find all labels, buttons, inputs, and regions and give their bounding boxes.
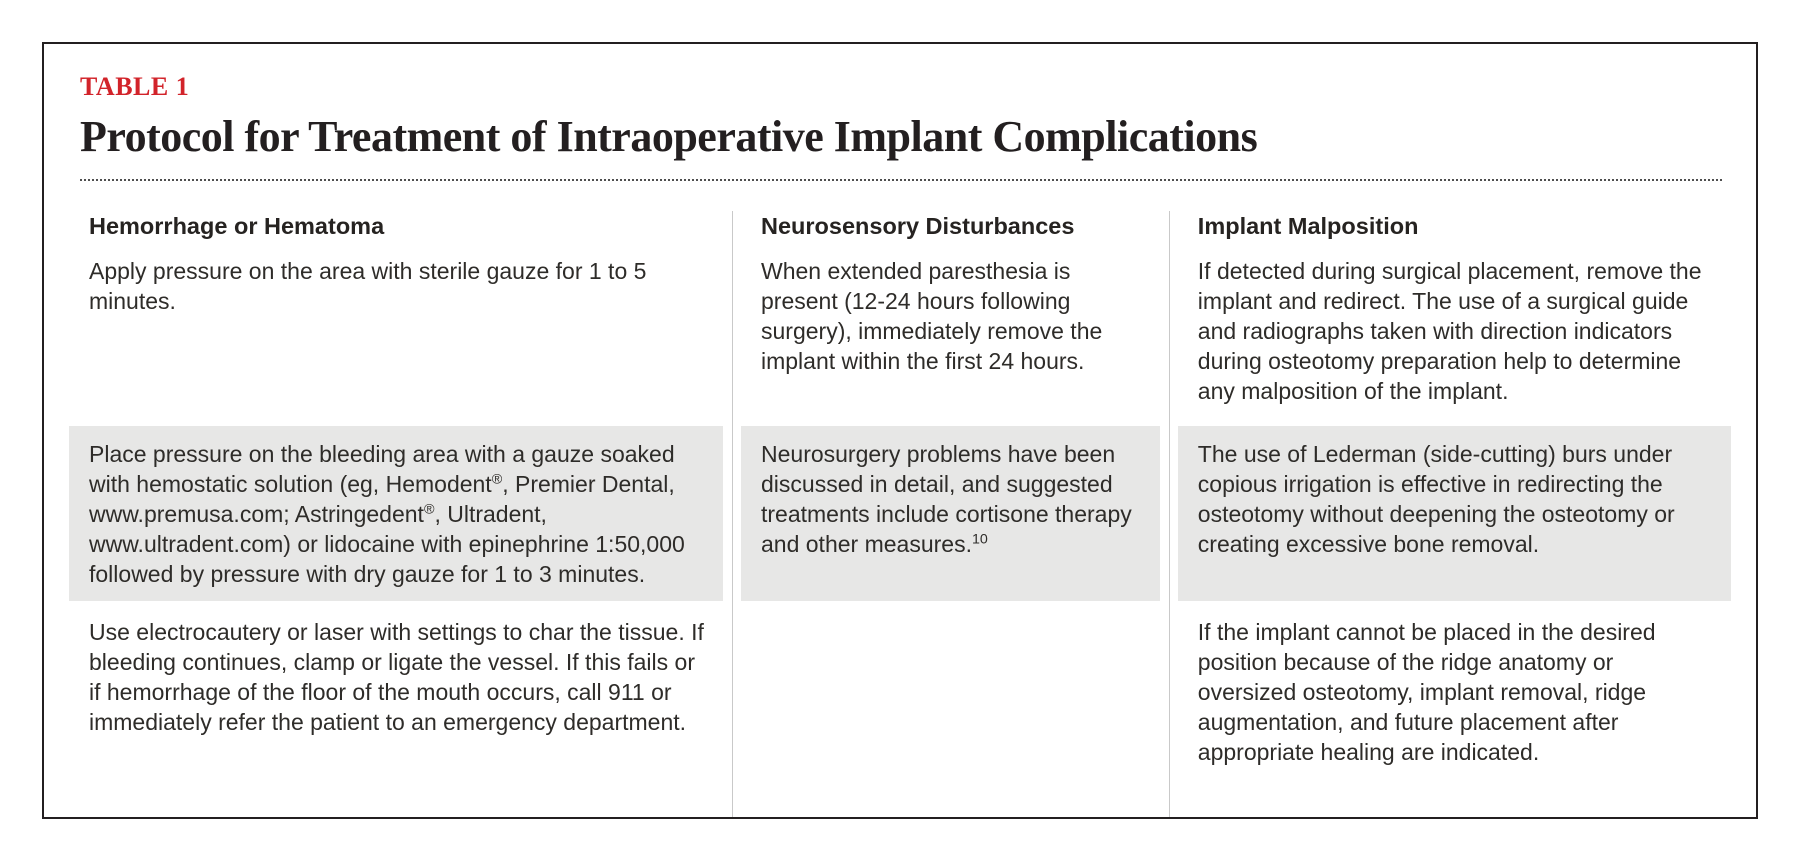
column-header-label: Implant Malposition: [1197, 212, 1419, 239]
table-title: Protocol for Treatment of Intraoperative Implant Complications: [80, 112, 1258, 161]
table-label: TABLE 1: [80, 72, 190, 101]
protocol-table: [60, 211, 1740, 817]
table-cell-hemorrhage-row3: [60, 601, 732, 781]
table-cell-hemorrhage-row2: [60, 426, 732, 601]
column-divider: [1169, 211, 1170, 817]
cell-text: [741, 601, 1160, 781]
column-header-label: Neurosensory Disturbances: [761, 212, 1075, 239]
cell-text: If detected during surgical placement, remove the implant and redirect. The use of a surgical guide and radiographs taken with direction indicators during osteotomy preparation help to determine any malposition of the implant.: [1197, 257, 1702, 404]
cell-text: When extended paresthesia is present (12-24 hours following surgery), immediately remove the implant within the first 24 hours.: [761, 257, 1103, 374]
table-header-block: [44, 44, 1756, 181]
cell-text: Neurosurgery problems have been discussed in detail, and suggested treatments include cortisone therapy and other measures.$^{10}$: [741, 426, 1160, 601]
cell-text: Apply pressure on the area with sterile gauze for 1 to 5 minutes.: [89, 257, 647, 314]
table-cell-neurosensory-row2: [732, 426, 1169, 601]
table-grid: [60, 211, 1740, 781]
column-header-neurosensory: [732, 211, 1169, 241]
table-cell-malposition-row2: [1169, 426, 1740, 601]
table-cell-malposition-row1: [1169, 241, 1740, 426]
column-divider: [732, 211, 733, 817]
column-header-malposition: [1169, 211, 1740, 241]
table-cell-malposition-row3: [1169, 601, 1740, 781]
table-card: [42, 42, 1758, 819]
dotted-rule: [80, 179, 1722, 181]
cell-text: Use electrocautery or laser with settings to char the tissue. If bleeding continues, clamp or ligate the vessel. If this fails or if hemorrhage of the floor of the mouth occurs, call 911 or immediately refer the patient to an emergency department.: [89, 618, 704, 735]
table-cell-neurosensory-row3-empty: [732, 601, 1169, 781]
column-header-hemorrhage: [60, 211, 732, 241]
table-cell-neurosensory-row1: [732, 241, 1169, 426]
cell-text: If the implant cannot be placed in the desired position because of the ridge anatomy or oversized osteotomy, implant removal, ridge augmentation, and future placement after appropriate healing are indicated.: [1197, 618, 1656, 765]
cell-text: Place pressure on the bleeding area with a gauze soaked with hemostatic solution (eg, Hemodent®, Premier Dental, www.premusa.com; Astringedent®, Ultradent, www.ultradent.com) or lidocaine with epinephrine 1:50,000 followed by pressure with dry gauze for 1 to 3 minutes.: [69, 426, 723, 601]
cell-text: The use of Lederman (side-cutting) burs under copious irrigation is effective in redirecting the osteotomy without deepening the osteotomy or creating excessive bone removal.: [1178, 426, 1731, 601]
column-header-label: Hemorrhage or Hematoma: [89, 212, 385, 239]
table-cell-hemorrhage-row1: [60, 241, 732, 426]
